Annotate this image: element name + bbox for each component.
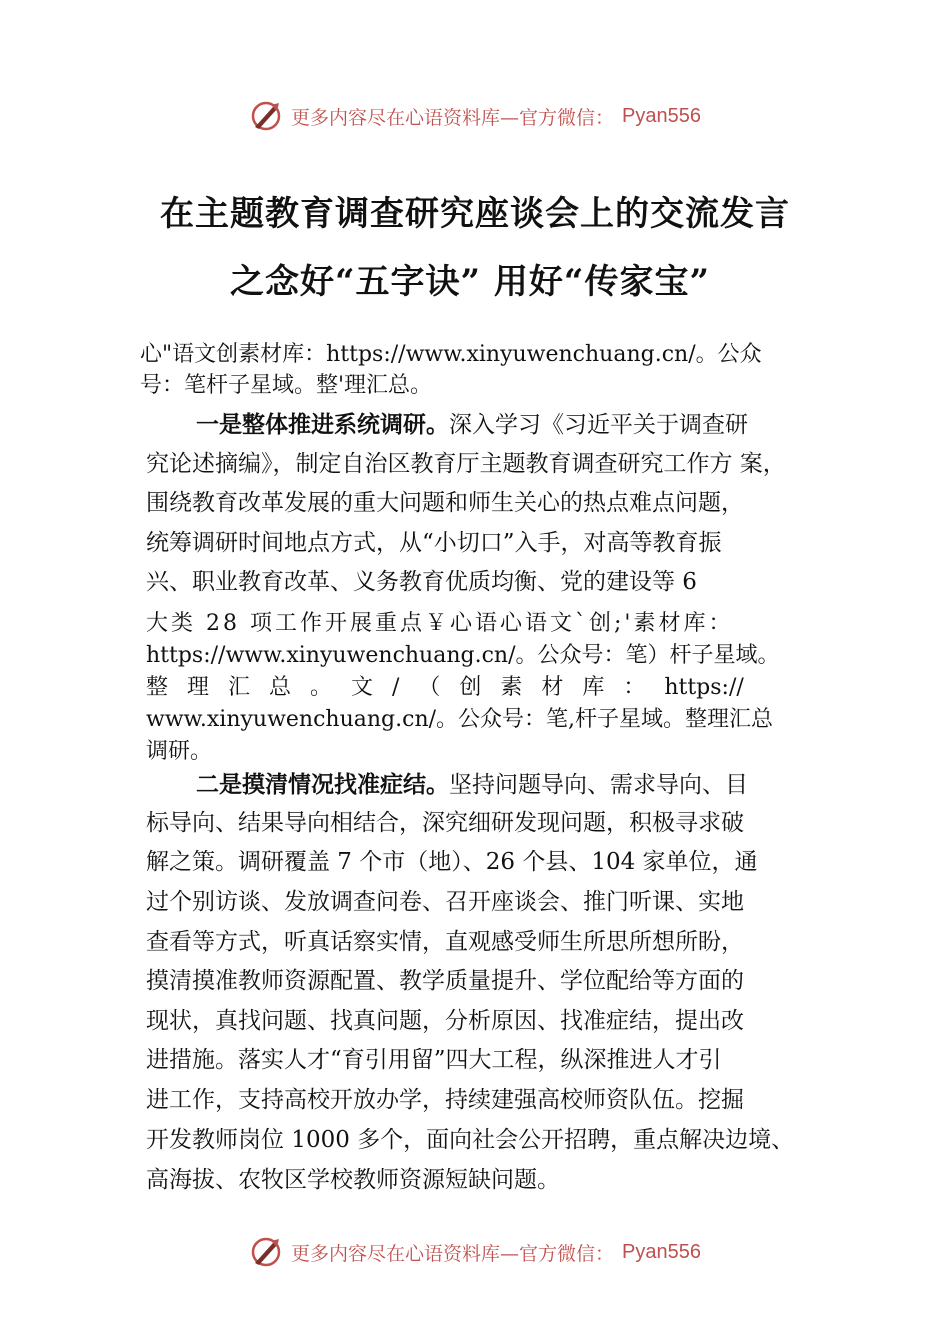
paragraph-line: https://www.xinyuwenchuang.cn/。公众号：笔）杆子星域。: [146, 643, 780, 668]
paragraph-line: 进措施。落实人才“育引用留”四大工程，纵深推进人才引: [146, 1047, 722, 1073]
paragraph-line: 开发教师岗位 1000 多个，面向社会公开招聘，重点解决边境、: [146, 1127, 795, 1153]
paragraph-line: 进工作，支持高校开放办学，持续建强高校师资队伍。挖掘: [146, 1087, 744, 1113]
section-2-text: 坚持问题导向、需求导向、目: [449, 772, 748, 798]
paragraph-line: 过个别访谈、发放调查问卷、召开座谈会、推门听课、实地: [146, 889, 744, 915]
document-title-line-2: 之念好“五字诀” 用好“传家宝”: [229, 262, 711, 302]
brush-logo-icon: [249, 1235, 283, 1269]
brush-logo-icon: [249, 99, 283, 133]
footer-watermark: [0, 1232, 950, 1272]
paragraph-line: 现状，真找问题、找真问题，分析原因、找准症结，提出改: [146, 1008, 744, 1034]
paragraph-line: 究论述摘编》，制定自治区教育厅主题教育调查研究工作方 案，: [146, 451, 786, 477]
paragraph-line: 解之策。调研覆盖 7 个市（地）、26 个县、104 家单位，通: [146, 849, 758, 875]
intro-line: 心"语文创素材库：https://www.xinyuwenchuang.cn/。公众: [140, 342, 762, 367]
watermark-handle: Pyan556: [622, 1240, 701, 1263]
watermark-handle: Pyan556: [622, 104, 701, 127]
paragraph-line: 调研。: [146, 739, 213, 764]
section-1-text: 深入学习《习近平关于调查研: [449, 412, 748, 438]
paragraph-line: www.xinyuwenchuang.cn/。公众号：笔,杆子星域。整理汇总: [146, 707, 774, 732]
intro-line: 号：笔杆子星域。整'理汇总。: [140, 373, 433, 398]
paragraph-line: 查看等方式，听真话察实情，直观感受师生所思所想所盼，: [146, 929, 744, 955]
paragraph-line: 高海拔、农牧区学校教师资源短缺问题。: [146, 1167, 560, 1193]
paragraph-line: 大类 28 项工作开展重点￥心语心语文`创;'素材库：: [146, 611, 734, 636]
header-watermark: [0, 96, 950, 136]
section-1-heading: 一是整体推进系统调研。: [196, 412, 449, 438]
paragraph-line: 围绕教育改革发展的重大问题和师生关心的热点难点问题，: [146, 490, 744, 516]
watermark-text: 更多内容尽在心语资料库—官方微信：: [291, 1242, 615, 1265]
paragraph-line: 统筹调研时间地点方式，从“小切口”入手，对高等教育振: [146, 530, 722, 556]
paragraph-line: 标导向、结果导向相结合，深究细研发现问题，积极寻求破: [146, 810, 744, 836]
section-2-first-line: [196, 770, 748, 800]
paragraph-line: 摸清摸准教师资源配置、教学质量提升、学位配给等方面的: [146, 968, 744, 994]
paragraph-line: 兴、职业教育改革、义务教育优质均衡、党的建设等 6: [146, 569, 697, 595]
section-1-first-line: [196, 410, 748, 440]
document-title-line-1: 在主题教育调查研究座谈会上的交流发言: [160, 194, 790, 234]
section-2-heading: 二是摸清情况找准症结。: [196, 772, 449, 798]
watermark-text: 更多内容尽在心语资料库—官方微信：: [291, 106, 615, 129]
paragraph-line: 整 理 汇 总 。 文 / （ 创 素 材 库 ： https://: [146, 675, 744, 700]
